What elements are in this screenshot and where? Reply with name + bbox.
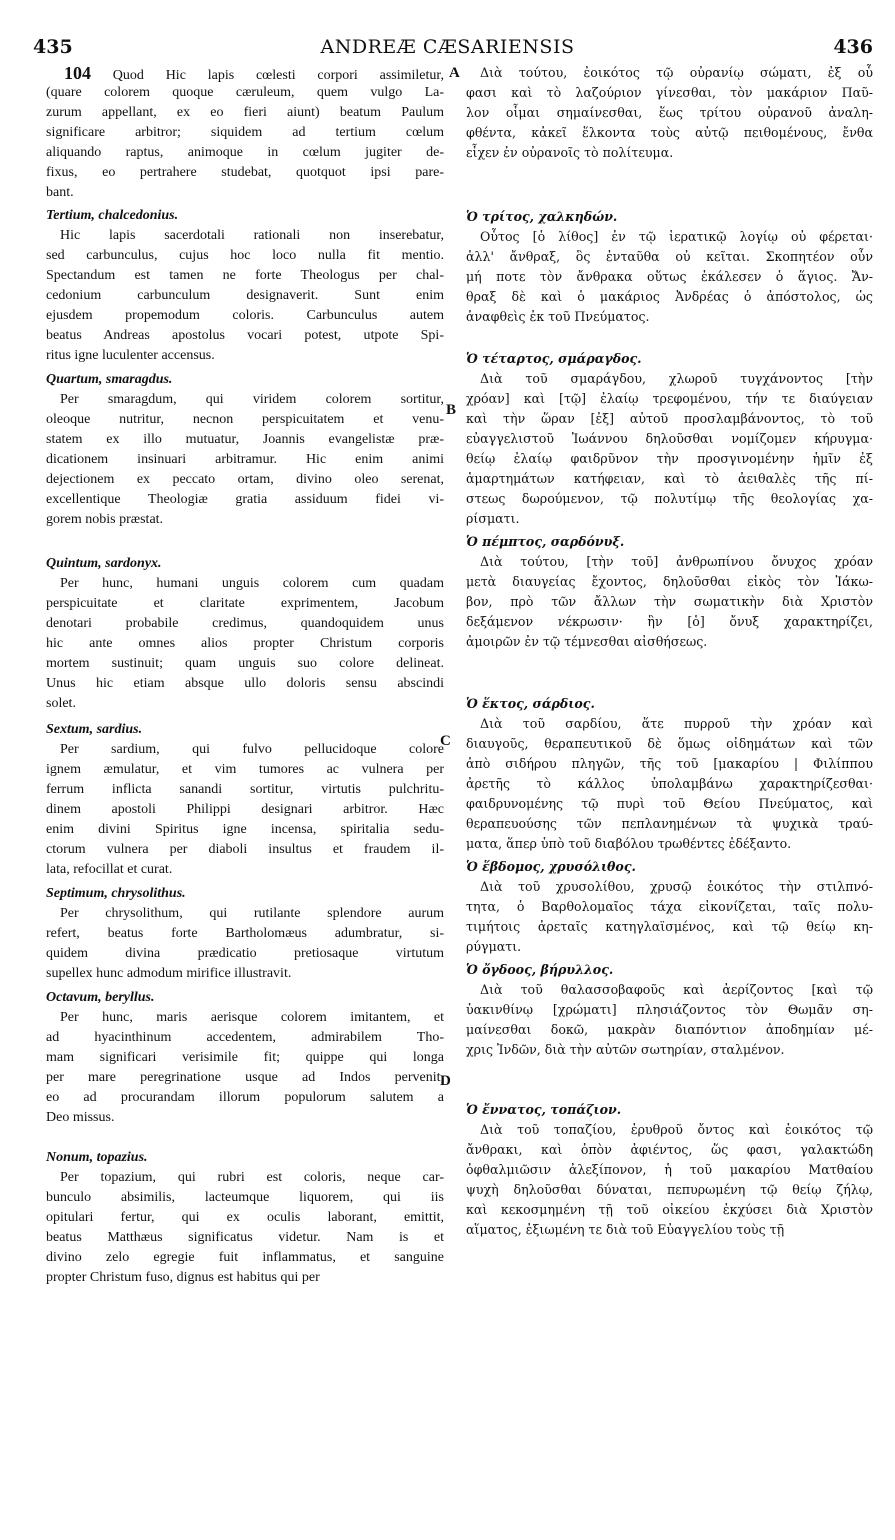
latin-paragraph-line: ad hyacinthinum accedentem, admirabilem Tho- bbox=[46, 1030, 444, 1045]
greek-paragraph-line: ἀναφθεὶς ἐκ τοῦ Πνεύματος. bbox=[466, 309, 650, 324]
latin-paragraph-line: dejectionem ex peccato ortam, divino oleo serenat, bbox=[46, 472, 444, 487]
latin-paragraph-line: beatus Andreas apostolus vocari potest, utpote Spi- bbox=[46, 328, 444, 343]
margin-marker-c: C bbox=[440, 733, 451, 749]
latin-paragraph-line: significare arbitror; siquidem ad tertium cœlum bbox=[46, 125, 444, 140]
latin-paragraph-line: mam significari verisimile fit; quippe qui longa bbox=[46, 1050, 444, 1065]
latin-paragraph-line: lata, refocillat et curat. bbox=[46, 862, 173, 877]
latin-paragraph-line: ferrum inflicta sanandi sortitur, virtutis pulchritu- bbox=[46, 782, 444, 797]
latin-paragraph-line: Deo missus. bbox=[46, 1110, 115, 1125]
greek-paragraph-line: ρίσματι. bbox=[466, 511, 520, 526]
greek-paragraph-line: Διὰ τοῦ τοπαζίου, ἐρυθροῦ ὄντος καὶ ἐοικότος τῷ bbox=[480, 1122, 873, 1137]
greek-paragraph-line: ἀρετῆς τὸ κάλλος ὑπολαμβάνω χαρακτηρίζεσθαι· bbox=[466, 776, 873, 791]
latin-paragraph-line: gorem nobis præstat. bbox=[46, 512, 164, 527]
greek-paragraph-line: διαυγοῦς, θεραπευτικοῦ δὲ ὅμως οἰδημάτων καὶ τῶν bbox=[466, 736, 873, 751]
latin-paragraph-line: sed carbunculus, cujus hoc loco nulla fit mentio. bbox=[46, 248, 444, 263]
latin-paragraph-line: statem ex illo mutuatur, Joannis evangelistæ præ- bbox=[46, 432, 444, 447]
latin-section-heading: Quartum, smaragdus. bbox=[46, 372, 173, 387]
greek-paragraph-line: ἀμοιρῶν ἐν τῷ τέμνεσθαι αἰσθήσεως. bbox=[466, 634, 708, 649]
greek-section-heading: Ὁ ὄγδοος, βήρυλλος. bbox=[466, 962, 614, 977]
greek-paragraph-line: χρόαν] καὶ [τῷ] ἐλαίῳ τρεφομένου, τήν τε διαύγειαν bbox=[466, 391, 873, 406]
latin-paragraph-line bbox=[46, 63, 444, 83]
margin-marker-b: B bbox=[446, 402, 457, 418]
greek-paragraph-line: ὀφθαλμιῶσιν ἀλεξίπονον, ἡ τοῦ μακαρίου Ματθαίου bbox=[466, 1162, 873, 1177]
greek-paragraph-line: λον οἶμαι σημαίνεσθαι, ἕως τρίτου οὐρανοῦ ἀναλη- bbox=[466, 105, 873, 120]
spacer bbox=[466, 652, 873, 694]
greek-paragraph-line: ἄνθρακι, καὶ ὀπὸν ἀφιέντος, ὥς φασι, γαλακτώδη bbox=[466, 1142, 873, 1157]
section-number: 104 bbox=[64, 63, 91, 83]
greek-section-heading: Ὁ πέμπτος, σαρδόνυξ. bbox=[466, 534, 625, 549]
latin-paragraph-line: excellentique Theologiæ gratia assiduum fidei vi- bbox=[46, 492, 444, 507]
greek-paragraph-line: βον, πρὸ τῶν ἄλλων τὴν σωματικὴν διὰ Χριστὸν bbox=[466, 594, 873, 609]
greek-paragraph-line: μή ποτε τὸν ἄνθρακα οὕτως ἐκάλεσεν ὁ ἅγιος. Ἄν- bbox=[466, 269, 873, 284]
greek-paragraph-line: ἁμαρτημάτων κατήφειαν, καὶ τὸ ἀειθαλὲς τῆς πί- bbox=[466, 471, 873, 486]
greek-paragraph-line: Διὰ τοῦ σαρδίου, ἅτε πυρροῦ τὴν χρόαν καὶ bbox=[480, 716, 873, 731]
greek-paragraph-line: ρύγματι. bbox=[466, 939, 522, 954]
greek-section-heading: Ὁ τέταρτος, σμάραγδος. bbox=[466, 351, 642, 366]
greek-paragraph-line: ὑακινθίνῳ [χρώματι] πλησιάζοντος τὸν Θωμᾶν ση- bbox=[466, 1002, 873, 1017]
latin-paragraph-line: hic ante omnes alios propter Christum corporis bbox=[46, 636, 444, 651]
greek-section-heading: Ὁ ἕκτος, σάρδιος. bbox=[466, 696, 595, 711]
latin-paragraph-line: Per smaragdum, qui viridem colorem sortitur, bbox=[60, 392, 444, 407]
greek-paragraph-line: θείῳ ἐλαίῳ φαιδρῦνον τὴν προσγινομένην ἡμῖν ἐξ bbox=[466, 451, 873, 466]
greek-paragraph-line: Διὰ τούτου, [τὴν τοῦ] ἀνθρωπίνου ὄνυχος χρόαν bbox=[480, 554, 873, 569]
latin-paragraph-line: dicationem insinuari arbitramur. Hic enim animi bbox=[46, 452, 444, 467]
latin-paragraph-line: enim divini Spiritus igne incensa, spiritalia sedu- bbox=[46, 822, 444, 837]
right-page-number: 436 bbox=[833, 36, 873, 58]
latin-paragraph-line: dinem apostoli Philippi designari arbitror. Hæc bbox=[46, 802, 444, 817]
greek-paragraph-line: μετὰ διαυγείας ἔχοντος, δηλοῦσθαι εἰκὸς τὸν Ἰάκω- bbox=[466, 574, 873, 589]
latin-paragraph-line: (quare colorem quoque cæruleum, quem vulgo La- bbox=[46, 85, 444, 100]
greek-paragraph-line: εὐαγγελιστοῦ Ἰωάννου δηλοῦσθαι νομίζομεν κήρυγμα· bbox=[466, 431, 873, 446]
greek-paragraph-line: καὶ τὴν ὥραν [ἐξ] αὐτοῦ προσλαμβάνοντος, τὸ τοῦ bbox=[466, 411, 873, 426]
latin-paragraph-text: Quod Hic lapis cœlesti corpori assimiletur, bbox=[112, 68, 444, 83]
greek-paragraph-line: θεραπευούσης τῶν πεπλανημένων τὰ ψυχικὰ τραύ- bbox=[466, 816, 873, 831]
latin-paragraph-line: supellex hunc admodum mirifice illustravit. bbox=[46, 966, 292, 981]
greek-paragraph-line: Διὰ τοῦ χρυσολίθου, χρυσῷ ἐοικότος τὴν στιλπνό- bbox=[480, 879, 873, 894]
latin-paragraph-line: Per hunc, maris aerisque colorem imitantem, et bbox=[60, 1010, 444, 1025]
latin-paragraph-line: ejusdem propemodum coloris. Carbunculus autem bbox=[46, 308, 444, 323]
greek-paragraph-line: εἶχεν ἐν οὐρανοῖς τὸ πολίτευμα. bbox=[466, 145, 674, 160]
latin-paragraph-line: zurum appellant, ex eo fieri aiunt) beatum Paulum bbox=[46, 105, 444, 120]
greek-paragraph-line: μαίνεσθαι δοκῶ, μακρὰν διαπόντιον ἀποδημίαν μέ- bbox=[466, 1022, 873, 1037]
greek-paragraph-line: Διὰ τοῦ σμαράγδου, χλωροῦ τυγχάνοντος [τὴν bbox=[480, 371, 873, 386]
margin-marker-a: A bbox=[449, 65, 460, 81]
greek-paragraph-line: αἵματος, ἐξιωμένη τε διὰ τοῦ Εὐαγγελίου τοὺς τῇ bbox=[466, 1222, 785, 1237]
greek-section-heading: Ὁ τρίτος, χαλκηδών. bbox=[466, 209, 618, 224]
greek-paragraph-line: Διὰ τούτου, ἐοικότος τῷ οὐρανίῳ σώματι, ἐξ οὗ bbox=[480, 65, 873, 80]
latin-paragraph-line: bunculo absimilis, lacteumque liquorem, qui iis bbox=[46, 1190, 444, 1205]
latin-paragraph-line: perspicuitate et claritate exprimentem, Jacobum bbox=[46, 596, 444, 611]
greek-paragraph-line: φαιδρυνομένης τῷ πυρὶ τοῦ Θείου Πνεύματος, καὶ bbox=[466, 796, 873, 811]
greek-paragraph-line: ἀπὸ σιδήρου πληγῶν, τῆς τοῦ [μακαρίου | Φιλίππου bbox=[466, 756, 873, 771]
latin-paragraph-line: propter Christum fuso, dignus est habitus qui per bbox=[46, 1270, 320, 1285]
running-title: ANDREÆ CÆSARIENSIS bbox=[320, 36, 575, 58]
latin-paragraph-line: Unus hic etiam absque ullo doloris sensu abscindi bbox=[46, 676, 444, 691]
greek-paragraph-line: ἀλλ' ἄνθραξ, ὃς ἐνταῦθα οὐ κεῖται. Σκοπητέον οὖν bbox=[466, 249, 873, 264]
latin-paragraph-line: bant. bbox=[46, 185, 74, 200]
latin-paragraph-line: refert, beatus forte Bartholomæus adumbratur, si- bbox=[46, 926, 444, 941]
greek-paragraph-line: Διὰ τοῦ θαλασσοβαφοῦς καὶ ἀερίζοντος [καὶ τῷ bbox=[480, 982, 873, 997]
greek-paragraph-line: χρις Ἰνδῶν, διὰ τὴν αὐτῶν σωτηρίαν, σταλμένον. bbox=[466, 1042, 785, 1057]
greek-paragraph-line: φθέντα, κἀκεῖ ἕλκοντα τοὺς αὐτῷ πειθομένους, ἔνθα bbox=[466, 125, 873, 140]
greek-paragraph-line: θραξ δὲ καὶ ὁ μακάριος Ἀνδρέας ὁ ἀπόστολος, ὡς bbox=[466, 289, 873, 304]
latin-section-heading: Tertium, chalcedonius. bbox=[46, 208, 179, 223]
greek-column bbox=[466, 63, 873, 1240]
latin-paragraph-line: mortem sustinuit; quam unguis suo colore delineat. bbox=[46, 656, 444, 671]
greek-section-heading: Ὁ ἔννατος, τοπάζιον. bbox=[466, 1102, 622, 1117]
latin-paragraph-line: solet. bbox=[46, 696, 76, 711]
latin-paragraph-line: ritus igne luculenter accensus. bbox=[46, 348, 215, 363]
page-header bbox=[0, 0, 895, 60]
greek-paragraph-line: δεξάμενον νέκρωσιν· ἣν [ὁ] ὄνυξ χαρακτηρίζει, bbox=[466, 614, 873, 629]
spacer bbox=[466, 163, 873, 207]
spacer bbox=[46, 1128, 444, 1148]
latin-paragraph-line: fixus, eo pertrahere studebat, quotquot ipsi pare- bbox=[46, 165, 444, 180]
latin-section-heading: Octavum, beryllus. bbox=[46, 990, 155, 1005]
left-page-number: 435 bbox=[33, 36, 73, 58]
latin-paragraph-line: opitulari fertur, qui ex oculis laborant, emittit, bbox=[46, 1210, 444, 1225]
latin-paragraph-line: denotari probabile credimus, quandoquidem unus bbox=[46, 616, 444, 631]
greek-paragraph-line: στεως δωρούμενον, τῷ πολυτίμῳ τῆς θεολογίας χα- bbox=[466, 491, 873, 506]
latin-paragraph-line: divino zelo egregie fuit inflammatus, et sanguine bbox=[46, 1250, 444, 1265]
greek-paragraph-line: φασι καὶ τὸ λαζούριον γίνεσθαι, τὸν μακάριον Παῦ- bbox=[466, 85, 873, 100]
greek-paragraph-line: ψυχὴ δηλοῦσθαι δύναται, πεπυρωμένη τῷ θείῳ ζήλῳ, bbox=[466, 1182, 873, 1197]
latin-paragraph-line: eo ad procurandam illorum populorum salutem a bbox=[46, 1090, 444, 1105]
latin-section-heading: Nonum, topazius. bbox=[46, 1150, 148, 1165]
latin-paragraph-line: Per topazium, qui rubri est coloris, neque car- bbox=[60, 1170, 444, 1185]
greek-paragraph-line: τιμήτοις ἀρεταῖς κατηγλαϊσμένος, καὶ τῷ θείῳ κη- bbox=[466, 919, 873, 934]
latin-paragraph-line: Hic lapis sacerdotali rationali non inserebatur, bbox=[60, 228, 444, 243]
spacer bbox=[466, 327, 873, 349]
latin-paragraph-line: per mare peregrinatione usque ad Indos pervenit, bbox=[46, 1070, 444, 1085]
latin-paragraph-line: Spectandum est tamen ne forte Theologus per chal- bbox=[46, 268, 444, 283]
margin-marker-d: D bbox=[440, 1073, 451, 1089]
latin-paragraph-line: ctorum vulnera per diaboli insultus et fraudem il- bbox=[46, 842, 444, 857]
latin-paragraph-line: Per chrysolithum, qui rutilante splendore aurum bbox=[60, 906, 444, 921]
latin-paragraph-line: ignem æmulatur, et vim tumores ac vulnera per bbox=[46, 762, 444, 777]
latin-paragraph-line: aliquando raptus, animoque in cœlum jugiter de- bbox=[46, 145, 444, 160]
spacer bbox=[46, 530, 444, 554]
latin-section-heading: Sextum, sardius. bbox=[46, 722, 143, 737]
greek-section-heading: Ὁ ἕβδομος, χρυσόλιθος. bbox=[466, 859, 636, 874]
latin-column bbox=[46, 63, 444, 1288]
latin-paragraph-line: oleoque nutritur, necnon perspicuitatem et venu- bbox=[46, 412, 444, 427]
latin-paragraph-line: cedonium carbunculum designaverit. Sunt enim bbox=[46, 288, 444, 303]
greek-paragraph-line: Οὗτος [ὁ λίθος] ἐν τῷ ἱερατικῷ λογίῳ οὐ φέρεται· bbox=[480, 229, 873, 244]
spacer bbox=[466, 1060, 873, 1100]
latin-paragraph-line: beatus Matthæus significatus videtur. Nam is et bbox=[46, 1230, 444, 1245]
greek-paragraph-line: τητα, ὁ Βαρθολομαῖος τάχα εἰκονίζεται, ταῖς πολυ- bbox=[466, 899, 873, 914]
latin-paragraph-line: quidem divina prædicatio pretiosaque virtutum bbox=[46, 946, 444, 961]
latin-section-heading: Quintum, sardonyx. bbox=[46, 556, 162, 571]
latin-paragraph-line: Per hunc, humani unguis colorem cum quadam bbox=[60, 576, 444, 591]
greek-paragraph-line: ματα, ἅπερ ὑπὸ τοῦ διαβόλου τρωθέντες ἐδέξαντο. bbox=[466, 836, 792, 851]
greek-paragraph-line: καὶ κεκοσμημένη τῇ τοῦ οἰκείου ἐκχύσει διὰ Χριστὸν bbox=[466, 1202, 873, 1217]
latin-section-heading: Septimum, chrysolithus. bbox=[46, 886, 186, 901]
latin-paragraph-line: Per sardium, qui fulvo pellucidoque colore bbox=[60, 742, 444, 757]
